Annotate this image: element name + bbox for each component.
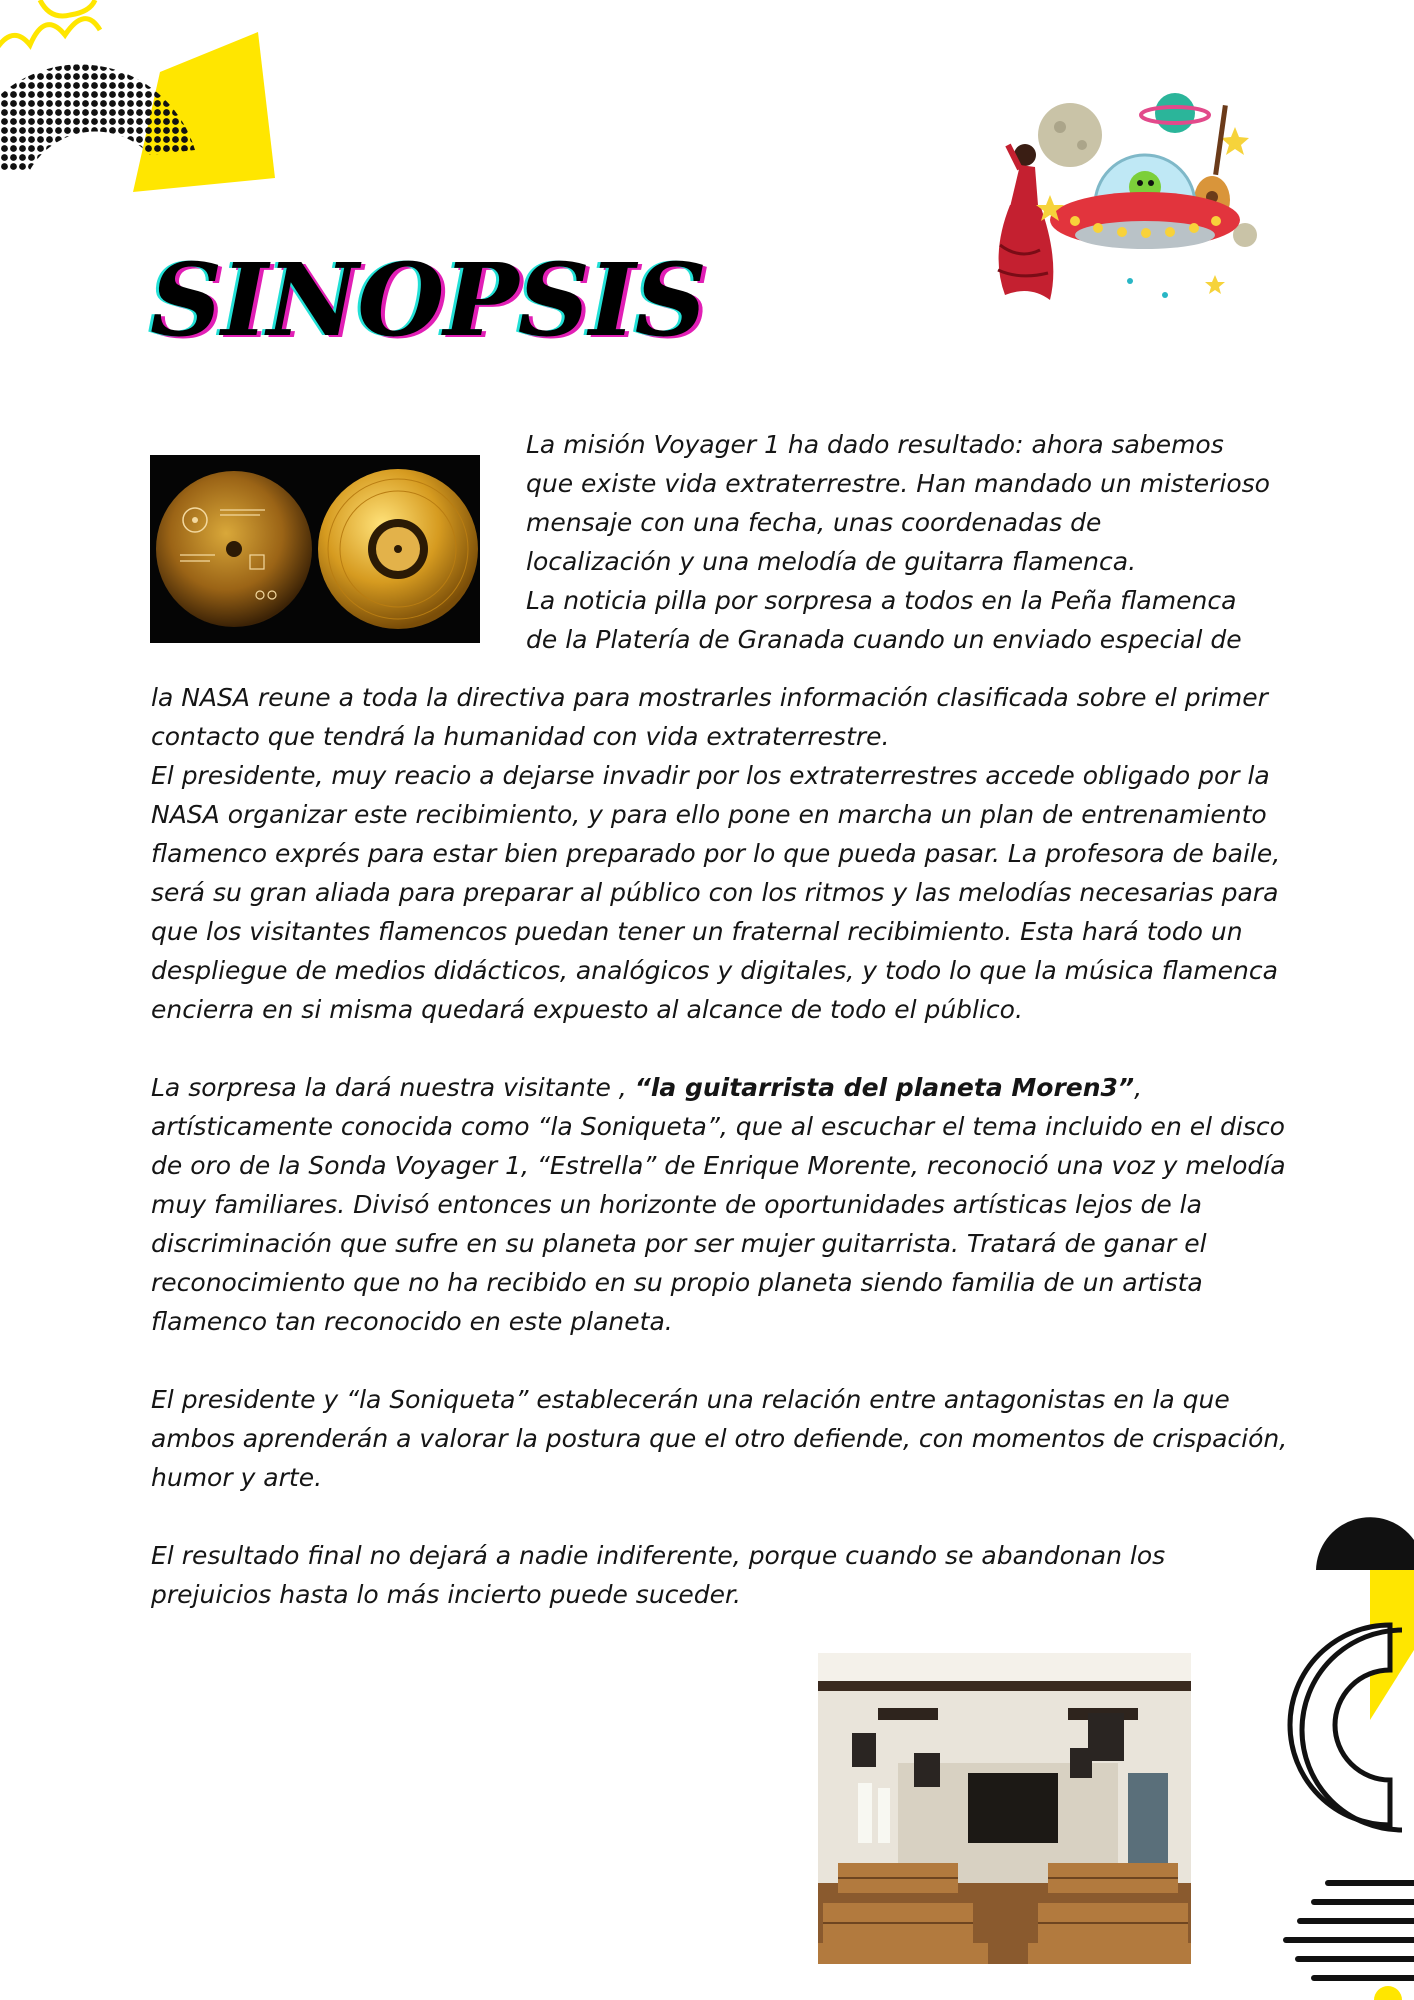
intro-line: mensaje con una fecha, unas coordenadas de	[526, 508, 1102, 537]
bottom-right-decoration	[1270, 1500, 1414, 2000]
paragraph-1b: El presidente, muy reacio a dejarse invadir por los extraterrestres accede obligado por la NASA organizar este recibimiento, y para ello pone en marcha un plan de entrenamiento flamenco exprés para estar bien preparado por lo que pueda pasar. La profesora de baile, será su gran aliada para preparar al público con los ritmos y las melodías necesarias para que los visitantes flamencos puedan tener un fraternal recibimiento. Esta hará todo un despliegue de medios didácticos, analógicos y digitales, y todo lo que la música flamenca encierra en si misma quedará expuesto al alcance de todo el público.	[151, 761, 1281, 1024]
intro-line: La noticia pilla por sorpresa a todos en la Peña flamenca	[526, 586, 1237, 615]
intro-line: La misión Voyager 1 ha dado resultado: ahora sabemos	[526, 430, 1224, 459]
synopsis-body	[151, 678, 1291, 1653]
voyager-golden-record-image	[150, 455, 480, 643]
flamenco-ufo-illustration	[990, 85, 1270, 310]
intro-line: que existe vida extraterrestre. Han mandado un misterioso	[526, 469, 1270, 498]
paragraph-2	[151, 1068, 1291, 1341]
paragraph-4: El resultado final no dejará a nadie indiferente, porque cuando se abandonan los prejuicios hasta lo más incierto puede suceder.	[151, 1541, 1166, 1609]
top-left-decoration	[0, 0, 300, 200]
intro-line: localización y una melodía de guitarra flamenca.	[526, 547, 1137, 576]
guitarist-highlight: “la guitarrista del planeta Moren3”	[634, 1073, 1135, 1102]
intro-text	[526, 425, 1286, 659]
paragraph-1a: la NASA reune a toda la directiva para mostrarles información clasificada sobre el primer contacto que tendrá la humanidad con vida extraterrestre.	[151, 683, 1268, 751]
paragraph-2-rest: , artísticamente conocida como “la Soniqueta”, que al escuchar el tema incluido en el disco de oro de la Sonda Voyager 1, “Estrella” de Enrique Morente, reconoció una voz y melodía muy familiares. Divisó entonces un horizonte de oportunidades artísticas lejos de la discriminación que sufre en su planeta por ser mujer guitarrista. Tratará de ganar el reconocimiento que no ha recibido en su propio planeta siendo familia de un artista flamenco tan reconocido en este planeta.	[151, 1073, 1286, 1336]
paragraph-2-intro: La sorpresa la dará nuestra visitante ,	[151, 1073, 635, 1102]
paragraph-3: El presidente y “la Soniqueta” establecerán una relación entre antagonistas en la que ambos aprenderán a valorar la postura que el otro defiende, con momentos de crispación, humor y arte.	[151, 1385, 1288, 1492]
page-title: SINOPSIS	[150, 241, 706, 359]
flamenco-pena-interior-image	[818, 1653, 1191, 1964]
intro-line: de la Platería de Granada cuando un enviado especial de	[526, 625, 1242, 654]
